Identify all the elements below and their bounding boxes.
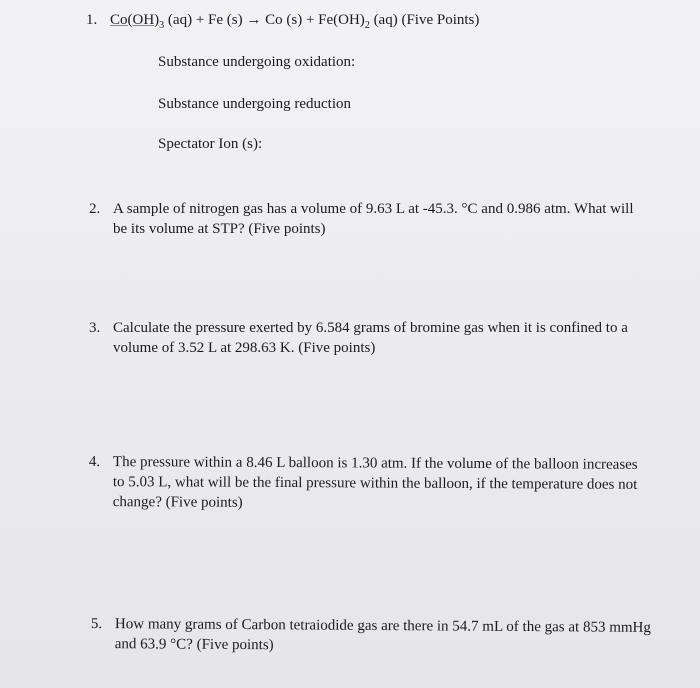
question-1-equation: $Co(OH)_3$ (aq) + Fe (s) → Co $(s) + Fe(OH)_2$ (aq) (Five Points) xyxy=(110,12,480,31)
question-line: to 5.03 L, what will be the final pressure within the balloon, if the temperature does not xyxy=(112,474,638,493)
equation-end: (aq) (Five Points) xyxy=(369,12,480,28)
question-number: 4. xyxy=(88,453,101,471)
question-5-text xyxy=(115,614,651,658)
question-number: 5. xyxy=(90,615,103,633)
question-4-text xyxy=(113,452,638,515)
sub-item-oxidation: Substance undergoing oxidation: xyxy=(158,54,356,70)
question-5 xyxy=(90,614,671,654)
question-line: How many grams of Carbon tetraiodide gas are there in 54.7 mL of the gas at 853 mmHg xyxy=(114,616,651,636)
reactant-cobalt-hydroxide: Co(OH) xyxy=(110,12,160,28)
question-number: 1. xyxy=(86,12,98,28)
question-4 xyxy=(88,452,669,511)
question-line: The pressure within a 8.46 L balloon is 1.30 atm. If the volume of the balloon increases xyxy=(112,454,638,473)
question-number: 2. xyxy=(89,201,101,217)
question-line: A sample of nitrogen gas has a volume of 9.63 L at -45.3. °C and 0.986 atm. What will xyxy=(113,201,634,217)
question-line: volume of 3.52 L at 298.63 K. (Five points) xyxy=(113,340,376,356)
question-number: 3. xyxy=(89,320,101,336)
sub-item-spectator: Spectator Ion (s): xyxy=(158,136,263,152)
question-line: Calculate the pressure exerted by 6.584 grams of bromine gas when it is confined to a xyxy=(113,320,628,336)
question-3-text xyxy=(113,318,628,358)
sub-item-reduction: Substance undergoing reduction xyxy=(158,96,352,112)
question-line: be its volume at STP? (Five points) xyxy=(113,221,326,237)
question-2-text xyxy=(113,199,634,239)
equation-middle: (aq) + Fe (s) → Co (s) + Fe(OH) xyxy=(164,12,365,28)
question-line: change? (Five points) xyxy=(112,494,243,511)
question-line: and 63.9 °C? (Five points) xyxy=(114,636,274,654)
